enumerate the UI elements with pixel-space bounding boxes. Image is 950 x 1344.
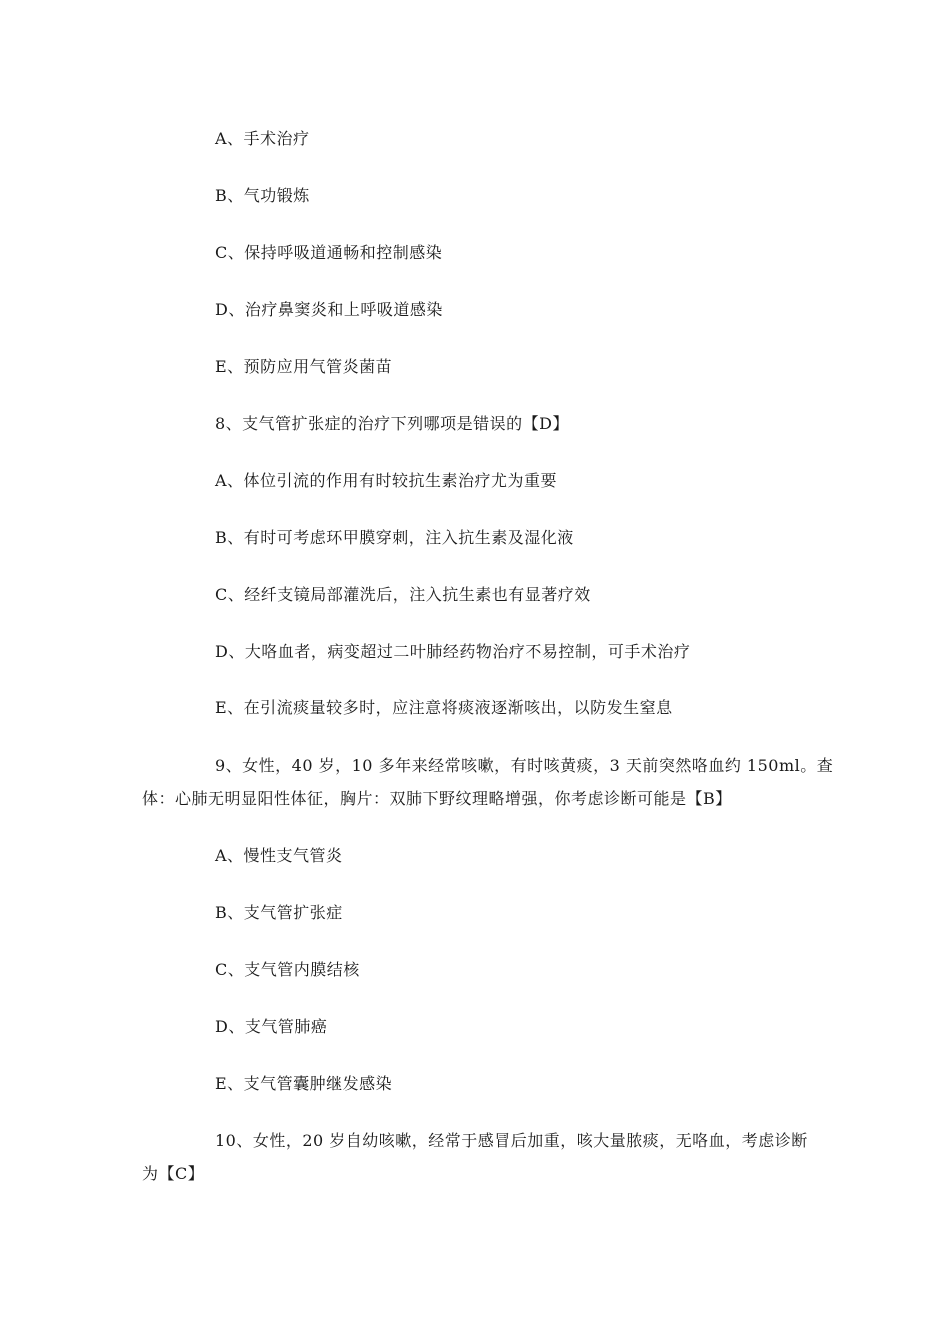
q7-option-b: B、气功锻炼 xyxy=(215,186,310,205)
q8-option-d: D、大咯血者，病变超过二叶肺经药物治疗不易控制，可手术治疗 xyxy=(215,642,691,661)
q8-option-b: B、有时可考虑环甲膜穿刺，注入抗生素及湿化液 xyxy=(215,528,574,547)
q9-option-b: B、支气管扩张症 xyxy=(215,903,343,922)
q7-option-d: D、治疗鼻窦炎和上呼吸道感染 xyxy=(215,300,443,319)
q7-option-c: C、保持呼吸道通畅和控制感染 xyxy=(215,243,443,262)
q9-option-c: C、支气管内膜结核 xyxy=(215,960,360,979)
q8-option-e: E、在引流痰量较多时，应注意将痰液逐渐咳出，以防发生窒息 xyxy=(215,698,673,717)
q9-option-a: A、慢性支气管炎 xyxy=(215,846,343,865)
q9-option-e: E、支气管囊肿继发感染 xyxy=(215,1074,393,1093)
q8-option-c: C、经纤支镜局部灌洗后，注入抗生素也有显著疗效 xyxy=(215,585,591,604)
q9-question-line1: 9、女性，40 岁，10 多年来经常咳嗽，有时咳黄痰，3 天前突然咯血约 150ml。查 xyxy=(215,756,834,775)
q9-question-line2: 体：心肺无明显阳性体征，胸片：双肺下野纹理略增强，你考虑诊断可能是【B】 xyxy=(142,789,732,808)
q7-option-e: E、预防应用气管炎菌苗 xyxy=(215,357,393,376)
q9-option-d: D、支气管肺癌 xyxy=(215,1017,328,1036)
q8-question: 8、支气管扩张症的治疗下列哪项是错误的【D】 xyxy=(215,414,570,433)
q10-question-line2: 为【C】 xyxy=(142,1164,205,1183)
q8-option-a: A、体位引流的作用有时较抗生素治疗尤为重要 xyxy=(215,471,558,490)
q7-option-a: A、手术治疗 xyxy=(215,129,310,148)
q10-question-line1: 10、女性，20 岁自幼咳嗽，经常于感冒后加重，咳大量脓痰，无咯血，考虑诊断 xyxy=(215,1131,808,1150)
